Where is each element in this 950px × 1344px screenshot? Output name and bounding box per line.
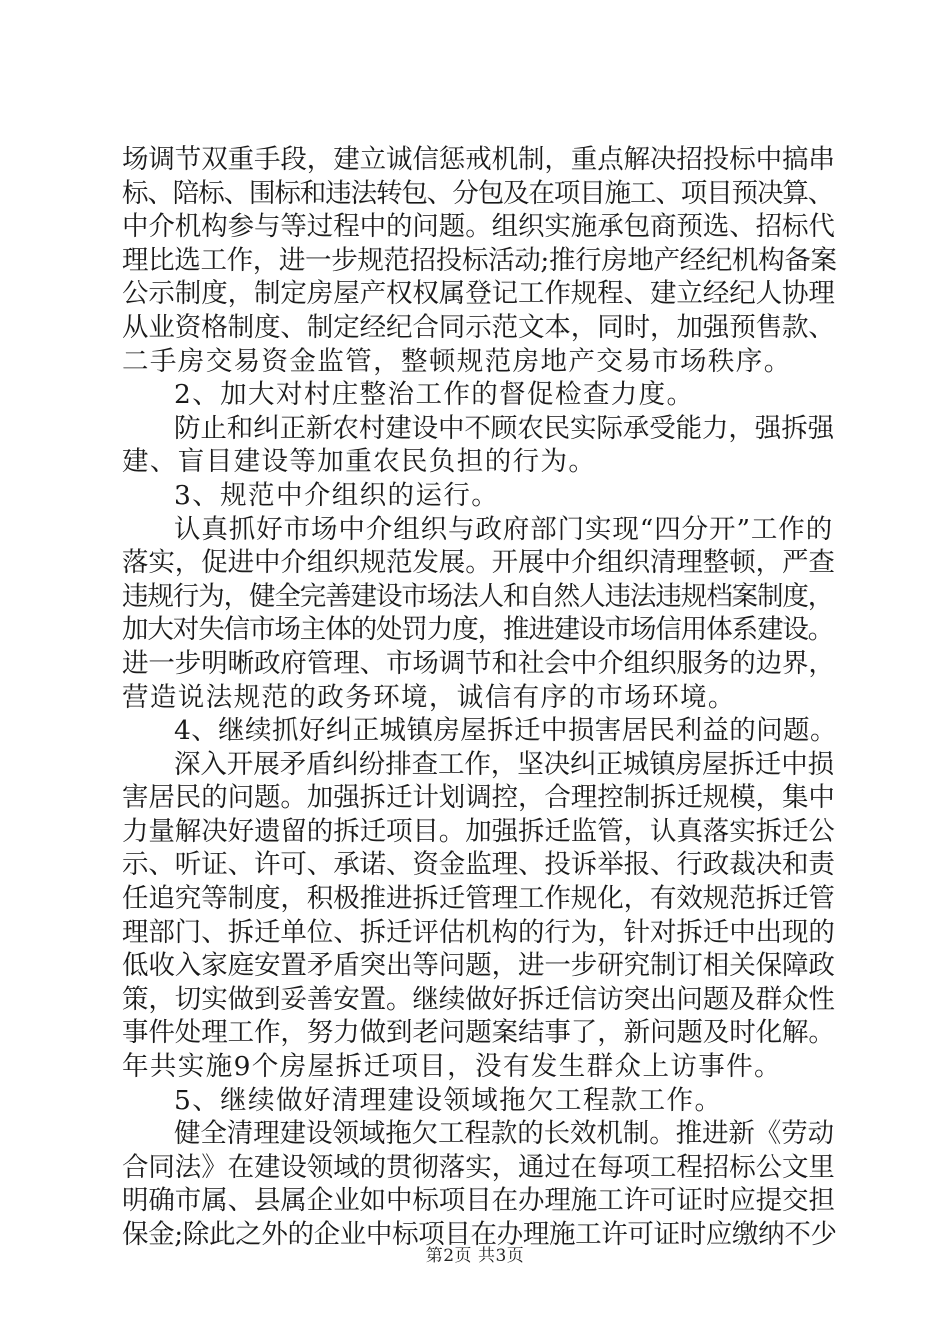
text-line: 2、加大对村庄整治工作的督促检查力度。 (174, 379, 695, 411)
document-body (122, 143, 837, 1252)
text-line: 营造说法规范的政务环境，诚信有序的市场环境。 (122, 681, 736, 713)
text-line: 低收入家庭安置矛盾突出等问题，进一步研究制订相关保障政 (122, 950, 835, 982)
text-line: 场调节双重手段，建立诚信惩戒机制，重点解决招投标中搞串 (122, 144, 835, 175)
text-line: 事件处理工作，努力做到老问题案结事了，新问题及时化解。 (122, 1017, 835, 1049)
text-line: 标、陪标、围标和违法转包、分包及在项目施工、项目预决算、 (122, 177, 834, 209)
text-line: 违规行为，健全完善建设市场法人和自然人违法违规档案制度， (122, 580, 834, 612)
page-footer: 第2页 共3页 (425, 1246, 525, 1266)
text-line: 害居民的问题。加强拆迁计划调控，合理控制拆迁规模，集中 (122, 782, 835, 814)
text-line: 策，切实做到妥善安置。继续做好拆迁信访突出问题及群众性 (122, 983, 835, 1015)
text-line: 年共实施9个房屋拆迁项目，没有发生群众上访事件。 (122, 1051, 782, 1083)
text-line: 防止和纠正新农村建设中不顾农民实际承受能力，强拆强 (174, 412, 834, 444)
text-line: 3、规范中介组织的运行。 (174, 479, 500, 511)
text-line: 建、盲目建设等加重农民负担的行为。 (122, 446, 597, 478)
text-line: 深入开展矛盾纠纷排查工作，坚决纠正城镇房屋拆迁中损 (174, 748, 834, 780)
text-line: 认真抓好市场中介组织与政府部门实现“四分开”工作的 (174, 513, 834, 545)
text-line: 4、继续抓好纠正城镇房屋拆迁中损害居民利益的问题。 (174, 715, 837, 747)
text-line: 5、继续做好清理建设领域拖欠工程款工作。 (174, 1084, 723, 1116)
text-line: 公示制度，制定房屋产权权属登记工作规程、建立经纪人协理 (122, 278, 835, 310)
text-line: 加大对失信市场主体的处罚力度，推进建设市场信用体系建设。 (122, 614, 834, 646)
text-line: 理部门、拆迁单位、拆迁评估机构的行为，针对拆迁中出现的 (122, 916, 835, 948)
text-line: 力量解决好遗留的拆迁项目。加强拆迁监管，认真落实拆迁公 (122, 815, 835, 847)
text-line: 从业资格制度、制定经纪合同示范文本，同时，加强预售款、 (122, 311, 835, 343)
text-line: 二手房交易资金监管，整顿规范房地产交易市场秩序。 (122, 345, 792, 377)
text-line: 明确市属、县属企业如中标项目在办理施工许可证时应提交担 (122, 1185, 835, 1217)
text-line: 进一步明晰政府管理、市场调节和社会中介组织服务的边界， (122, 647, 835, 679)
text-line: 任追究等制度，积极推进拆迁管理工作规化，有效规范拆迁管 (122, 883, 835, 915)
text-line: 中介机构参与等过程中的问题。组织实施承包商预选、招标代 (122, 211, 835, 243)
text-line: 落实，促进中介组织规范发展。开展中介组织清理整顿，严查 (122, 547, 835, 579)
text-line: 合同法》在建设领域的贯彻落实，通过在每项工程招标公文里 (122, 1151, 835, 1183)
text-line: 健全清理建设领域拖欠工程款的长效机制。推进新《劳动 (174, 1118, 834, 1150)
text-line: 保金;除此之外的企业中标项目在办理施工许可证时应缴纳不少 (122, 1219, 837, 1250)
text-line: 示、听证、许可、承诺、资金监理、投诉举报、行政裁决和责 (122, 849, 835, 881)
text-line: 理比选工作，进一步规范招投标活动;推行房地产经纪机构备案 (122, 244, 837, 276)
